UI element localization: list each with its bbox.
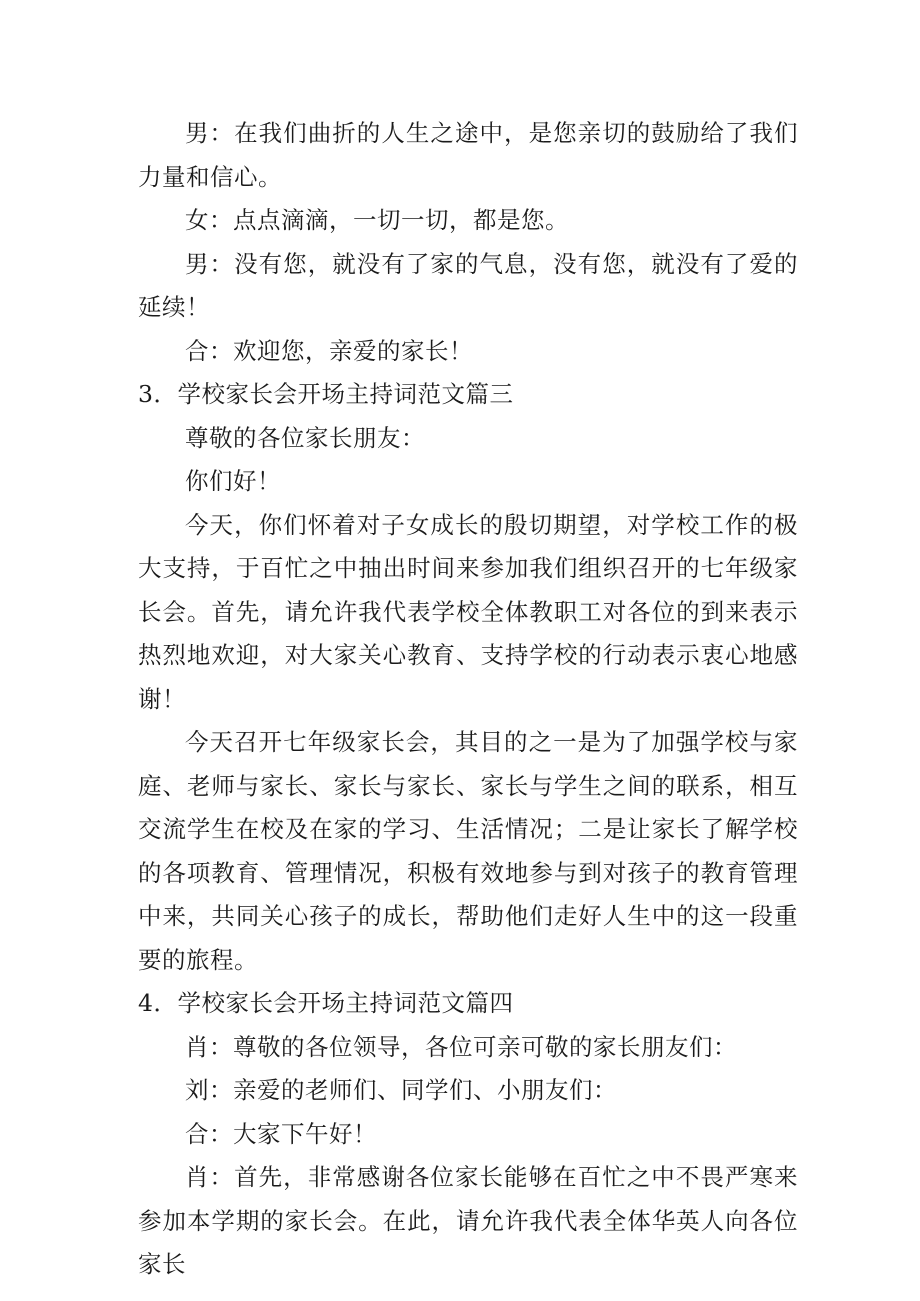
paragraph-meeting-purpose: 今天召开七年级家长会，其目的之一是为了加强学校与家庭、老师与家长、家长与家长、家长与学生之间的联系，相互交流学生在校及在家的学习、生活情况；二是让家长了解学校的各项教育、管理情况，积极有效地参与到对孩子的教育管理中来，共同关心孩子的成长，帮助他们走好人生中的这一段重要的旅程。 (138, 728, 798, 974)
paragraph-today-welcome: 今天，你们怀着对子女成长的殷切期望，对学校工作的极大支持，于百忙之中抽出时间来参加我们组织召开的七年级家长会。首先，请允许我代表学校全体教职工对各位的到来表示热烈地欢迎，对大家关心教育、支持学校的行动表示衷心地感谢！ (138, 510, 798, 713)
paragraph-liu-greeting: 刘：亲爱的老师们、同学们、小朋友们： (185, 1076, 617, 1104)
section-heading-4: 4．学校家长会开场主持词范文篇四 (138, 989, 514, 1017)
document-body (138, 112, 798, 1287)
paragraph-xiao-thanks: 肖：首先，非常感谢各位家长能够在百忙之中不畏严寒来参加本学期的家长会。在此，请允许我代表全体华英人向各位家长 (138, 1163, 798, 1278)
paragraph-male-encouragement: 男：在我们曲折的人生之途中，是您亲切的鼓励给了我们力量和信心。 (138, 119, 798, 191)
paragraph-male-no-you: 男：没有您，就没有了家的气息，没有您，就没有了爱的延续！ (138, 249, 798, 321)
paragraph-female-bits: 女：点点滴滴，一切一切，都是您。 (185, 206, 569, 234)
section-heading-3: 3．学校家长会开场主持词范文篇三 (138, 380, 514, 408)
paragraph-salutation: 尊敬的各位家长朋友： (185, 423, 425, 452)
paragraph-xiao-greeting: 肖：尊敬的各位领导，各位可亲可敬的家长朋友们： (185, 1032, 737, 1061)
paragraph-greeting: 你们好！ (185, 467, 281, 495)
paragraph-together-afternoon: 合：大家下午好！ (185, 1119, 377, 1148)
paragraph-together-welcome: 合：欢迎您，亲爱的家长！ (185, 336, 473, 365)
